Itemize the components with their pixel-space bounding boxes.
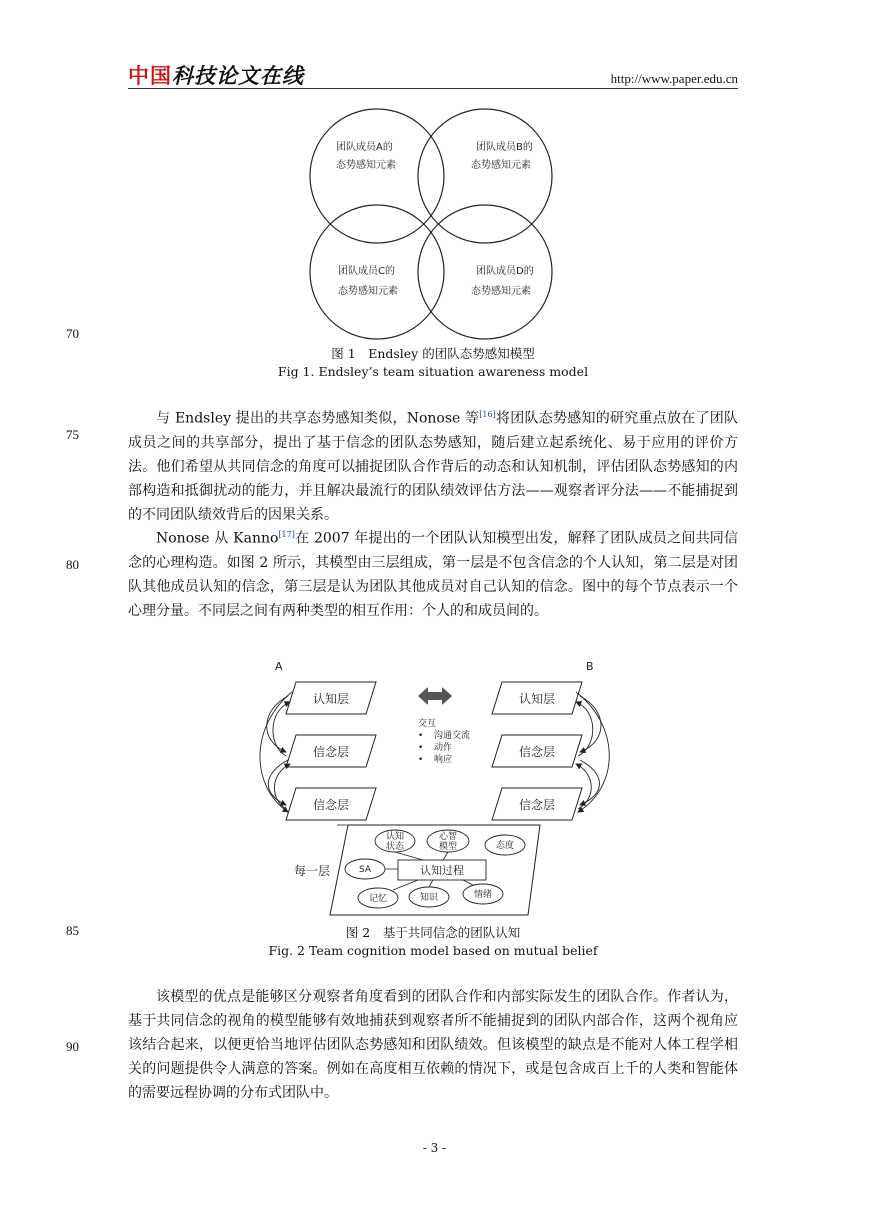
right-layer-2-label: 信念层 bbox=[518, 745, 556, 759]
circle-d-label-2: 态势感知元素 bbox=[471, 286, 531, 297]
circle-b bbox=[418, 109, 552, 243]
each-layer-label: 每一层 bbox=[294, 864, 331, 878]
knowledge-label: 知识 bbox=[419, 893, 439, 903]
citation-17[interactable]: [17] bbox=[278, 530, 295, 539]
memory-label: 记忆 bbox=[368, 894, 388, 904]
figure-1-venn-diagram bbox=[300, 94, 570, 344]
attitude-label: 态度 bbox=[495, 841, 515, 851]
svg-text:•: • bbox=[418, 755, 424, 765]
page-number: - 3 - bbox=[422, 1141, 447, 1155]
cognitive-process-label: 认知过程 bbox=[420, 864, 464, 877]
right-layer-1-label: 认知层 bbox=[518, 692, 556, 706]
svg-text:•: • bbox=[418, 731, 424, 741]
line-number: 90 bbox=[66, 1039, 79, 1054]
right-arc-arrow bbox=[580, 696, 601, 752]
line-number: 85 bbox=[66, 923, 79, 938]
mental-model-label-1: 心智 bbox=[438, 832, 458, 842]
left-layer-1-label: 认知层 bbox=[312, 692, 350, 706]
interaction-item-action: 动作 bbox=[434, 743, 453, 753]
circle-c-label-1: 团队成员C的 bbox=[338, 266, 395, 277]
citation-16[interactable]: [16] bbox=[479, 410, 496, 419]
left-layer-3-label: 信念层 bbox=[312, 798, 350, 812]
circle-a-label-1: 团队成员A的 bbox=[336, 142, 393, 153]
journal-logo: 中国科技论文在线 bbox=[128, 64, 304, 88]
circle-d-label-1: 团队成员D的 bbox=[476, 266, 534, 277]
right-arc-arrow bbox=[576, 764, 591, 809]
cognitive-state-label-1: 认知 bbox=[385, 832, 405, 842]
right-layer-3-label: 信念层 bbox=[518, 798, 556, 812]
interaction-double-arrow bbox=[418, 687, 452, 705]
emotion-label: 情绪 bbox=[473, 890, 493, 900]
circle-b-label-1: 团队成员B的 bbox=[476, 142, 533, 153]
circle-a bbox=[310, 109, 444, 243]
line-number: 80 bbox=[66, 557, 79, 572]
figure-2-caption-cn: 图 2 基于共同信念的团队认知 bbox=[345, 925, 521, 940]
circle-a-label-2: 态势感知元素 bbox=[336, 160, 396, 171]
right-arc-arrow bbox=[580, 760, 600, 805]
sa-label: SA bbox=[358, 865, 372, 875]
svg-text:•: • bbox=[418, 743, 424, 753]
figure-1-caption-cn: 图 1 Endsley 的团队态势感知模型 bbox=[331, 346, 535, 361]
right-arc-arrow bbox=[576, 702, 593, 756]
figure-2-caption-en: Fig. 2 Team cognition model based on mutual belief bbox=[268, 943, 598, 958]
body-paragraph-1: 与 Endsley 提出的共享态势感知类似，Nonose 等[16]将团队态势感知的研究重点放在了团队成员之间的共享部分，提出了基于信念的团队态势感知，随后建立起系统化、易于应用的评价方法。他们希望从共同信念的角度可以捕捉团队合作背后的动态和认知机制，评估团队态势感知的内部构造和抵御扰动的能力，并且解决最流行的团队绩效评估方法——观察者评分法——不能捕捉到的不同团队绩效背后的因果关系。 bbox=[128, 410, 739, 523]
figure-1-caption-en: Fig 1. Endsley’s team situation awareness model bbox=[277, 364, 589, 379]
header-rule bbox=[128, 88, 738, 89]
circle-b-label-2: 态势感知元素 bbox=[471, 160, 531, 171]
body-paragraph-2: Nonose 从 Kanno[17]在 2007 年提出的一个团队认知模型出发，解释了团队成员之间共同信念的心理构造。如图 2 所示，其模型由三层组成，第一层是不包含信念的个人认知，第二层是对团队其他成员认知的信念，第三层是认为团队其他成员对自己认知的信念。图中的每个节点表示一个心理分量。不同层之间有两种类型的相互作用：个人的和成员间的。 bbox=[128, 530, 739, 619]
line-number: 70 bbox=[66, 326, 79, 341]
mental-model-label-2: 模型 bbox=[438, 842, 458, 852]
member-b-label: B bbox=[586, 660, 594, 673]
line-number: 75 bbox=[66, 427, 79, 442]
body-paragraph-3: 该模型的优点是能够区分观察者角度看到的团队合作和内部实际发生的团队合作。作者认为，基于共同信念的视角的模型能够有效地捕获到观察者所不能捕捉到的团队内部合作，这两个视角应该结合起来，以便更恰当地评估团队态势感知和团队绩效。但该模型的缺点是不能对人体工程学相关的问题提供令人满意的答案。例如在高度相互依赖的情况下，或是包含成百上千的人类和智能体的需要远程协调的分布式团队中。 bbox=[128, 989, 738, 1101]
interaction-item-communication: 沟通交流 bbox=[434, 731, 471, 741]
cognitive-state-label-2: 状态 bbox=[385, 842, 405, 852]
figure-2-team-cognition-model bbox=[258, 656, 620, 922]
circle-c-label-2: 态势感知元素 bbox=[338, 286, 398, 297]
left-layer-2-label: 信念层 bbox=[312, 745, 350, 759]
header-url[interactable]: http://www.paper.edu.cn bbox=[610, 71, 738, 86]
member-a-label: A bbox=[275, 660, 283, 673]
interaction-title: 交互 bbox=[418, 719, 437, 729]
interaction-item-response: 响应 bbox=[434, 755, 453, 765]
